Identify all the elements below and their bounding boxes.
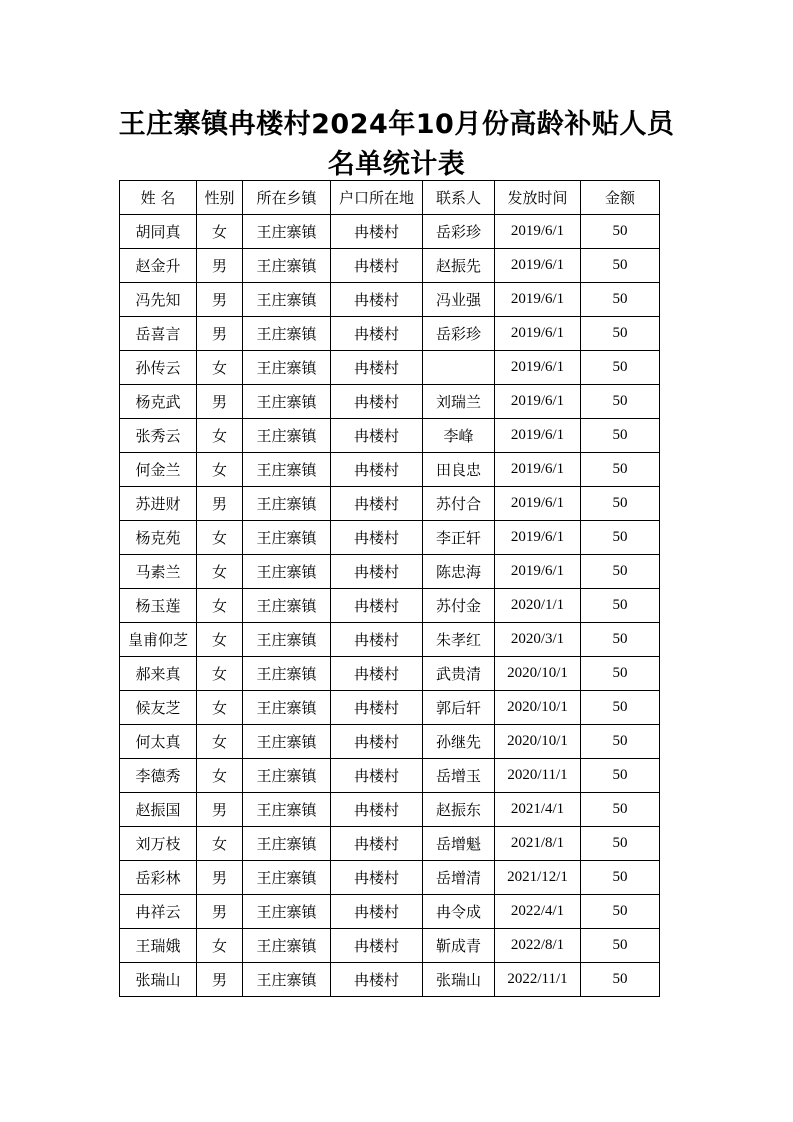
cell-issue-date: 2022/4/1 bbox=[495, 895, 581, 929]
document-subtitle: 名单统计表 bbox=[327, 149, 466, 180]
cell-amount: 50 bbox=[581, 521, 660, 555]
cell-contact: 孙继先 bbox=[423, 725, 495, 759]
cell-household: 冉楼村 bbox=[331, 317, 423, 351]
header-name: 姓 名 bbox=[120, 181, 197, 215]
cell-town: 王庄寨镇 bbox=[243, 963, 331, 997]
cell-name: 张瑞山 bbox=[120, 963, 197, 997]
table-row bbox=[120, 419, 660, 453]
cell-gender: 女 bbox=[197, 623, 243, 657]
cell-name: 岳喜言 bbox=[120, 317, 197, 351]
cell-contact: 岳增清 bbox=[423, 861, 495, 895]
cell-town: 王庄寨镇 bbox=[243, 589, 331, 623]
cell-contact: 岳增玉 bbox=[423, 759, 495, 793]
cell-issue-date: 2020/10/1 bbox=[495, 657, 581, 691]
cell-amount: 50 bbox=[581, 793, 660, 827]
cell-issue-date: 2019/6/1 bbox=[495, 249, 581, 283]
cell-issue-date: 2019/6/1 bbox=[495, 385, 581, 419]
cell-household: 冉楼村 bbox=[331, 555, 423, 589]
cell-household: 冉楼村 bbox=[331, 419, 423, 453]
cell-gender: 男 bbox=[197, 385, 243, 419]
cell-contact: 陈忠海 bbox=[423, 555, 495, 589]
cell-name: 李德秀 bbox=[120, 759, 197, 793]
header-household: 户口所在地 bbox=[331, 181, 423, 215]
cell-amount: 50 bbox=[581, 249, 660, 283]
cell-town: 王庄寨镇 bbox=[243, 487, 331, 521]
cell-household: 冉楼村 bbox=[331, 861, 423, 895]
table-row bbox=[120, 827, 660, 861]
cell-household: 冉楼村 bbox=[331, 793, 423, 827]
cell-name: 候友芝 bbox=[120, 691, 197, 725]
cell-town: 王庄寨镇 bbox=[243, 453, 331, 487]
cell-issue-date: 2019/6/1 bbox=[495, 317, 581, 351]
cell-name: 冉祥云 bbox=[120, 895, 197, 929]
table-row bbox=[120, 521, 660, 555]
cell-household: 冉楼村 bbox=[331, 589, 423, 623]
subsidy-roster-table bbox=[119, 180, 660, 997]
table-row bbox=[120, 929, 660, 963]
cell-gender: 男 bbox=[197, 861, 243, 895]
header-town: 所在乡镇 bbox=[243, 181, 331, 215]
cell-name: 张秀云 bbox=[120, 419, 197, 453]
cell-issue-date: 2019/6/1 bbox=[495, 215, 581, 249]
cell-contact: 郭后轩 bbox=[423, 691, 495, 725]
cell-gender: 女 bbox=[197, 215, 243, 249]
cell-name: 郝来真 bbox=[120, 657, 197, 691]
cell-gender: 女 bbox=[197, 657, 243, 691]
cell-issue-date: 2020/10/1 bbox=[495, 725, 581, 759]
cell-name: 岳彩林 bbox=[120, 861, 197, 895]
table-row bbox=[120, 555, 660, 589]
cell-town: 王庄寨镇 bbox=[243, 929, 331, 963]
table-row bbox=[120, 589, 660, 623]
cell-gender: 男 bbox=[197, 793, 243, 827]
cell-gender: 女 bbox=[197, 521, 243, 555]
cell-name: 胡同真 bbox=[120, 215, 197, 249]
cell-town: 王庄寨镇 bbox=[243, 351, 331, 385]
cell-town: 王庄寨镇 bbox=[243, 793, 331, 827]
cell-gender: 女 bbox=[197, 725, 243, 759]
cell-gender: 男 bbox=[197, 317, 243, 351]
cell-issue-date: 2019/6/1 bbox=[495, 283, 581, 317]
cell-gender: 女 bbox=[197, 351, 243, 385]
cell-gender: 女 bbox=[197, 419, 243, 453]
cell-issue-date: 2020/10/1 bbox=[495, 691, 581, 725]
table-row bbox=[120, 861, 660, 895]
cell-gender: 男 bbox=[197, 487, 243, 521]
table-row bbox=[120, 215, 660, 249]
cell-name: 赵金升 bbox=[120, 249, 197, 283]
cell-household: 冉楼村 bbox=[331, 657, 423, 691]
cell-contact: 张瑞山 bbox=[423, 963, 495, 997]
cell-gender: 女 bbox=[197, 759, 243, 793]
cell-issue-date: 2019/6/1 bbox=[495, 521, 581, 555]
cell-household: 冉楼村 bbox=[331, 623, 423, 657]
cell-household: 冉楼村 bbox=[331, 351, 423, 385]
cell-amount: 50 bbox=[581, 555, 660, 589]
table-header-row bbox=[120, 181, 660, 215]
cell-amount: 50 bbox=[581, 215, 660, 249]
cell-issue-date: 2022/8/1 bbox=[495, 929, 581, 963]
cell-name: 马素兰 bbox=[120, 555, 197, 589]
cell-household: 冉楼村 bbox=[331, 895, 423, 929]
cell-issue-date: 2019/6/1 bbox=[495, 555, 581, 589]
table-row bbox=[120, 385, 660, 419]
cell-amount: 50 bbox=[581, 351, 660, 385]
cell-name: 杨克武 bbox=[120, 385, 197, 419]
cell-contact: 冯业强 bbox=[423, 283, 495, 317]
cell-amount: 50 bbox=[581, 759, 660, 793]
cell-name: 王瑞娥 bbox=[120, 929, 197, 963]
table-row bbox=[120, 963, 660, 997]
table-row bbox=[120, 657, 660, 691]
header-gender: 性别 bbox=[197, 181, 243, 215]
cell-gender: 男 bbox=[197, 895, 243, 929]
cell-contact: 岳彩珍 bbox=[423, 317, 495, 351]
cell-amount: 50 bbox=[581, 283, 660, 317]
cell-amount: 50 bbox=[581, 487, 660, 521]
table-body bbox=[120, 215, 660, 997]
table-row bbox=[120, 691, 660, 725]
cell-town: 王庄寨镇 bbox=[243, 657, 331, 691]
header-contact: 联系人 bbox=[423, 181, 495, 215]
cell-amount: 50 bbox=[581, 453, 660, 487]
cell-issue-date: 2020/3/1 bbox=[495, 623, 581, 657]
cell-issue-date: 2019/6/1 bbox=[495, 453, 581, 487]
cell-name: 杨克苑 bbox=[120, 521, 197, 555]
cell-name: 苏进财 bbox=[120, 487, 197, 521]
cell-gender: 女 bbox=[197, 929, 243, 963]
cell-name: 孙传云 bbox=[120, 351, 197, 385]
cell-amount: 50 bbox=[581, 317, 660, 351]
table-row bbox=[120, 725, 660, 759]
table-row bbox=[120, 487, 660, 521]
cell-town: 王庄寨镇 bbox=[243, 827, 331, 861]
cell-amount: 50 bbox=[581, 929, 660, 963]
cell-contact bbox=[423, 351, 495, 385]
cell-gender: 女 bbox=[197, 827, 243, 861]
cell-contact: 朱孝红 bbox=[423, 623, 495, 657]
cell-issue-date: 2022/11/1 bbox=[495, 963, 581, 997]
cell-household: 冉楼村 bbox=[331, 759, 423, 793]
cell-town: 王庄寨镇 bbox=[243, 419, 331, 453]
table-row bbox=[120, 351, 660, 385]
cell-contact: 苏付合 bbox=[423, 487, 495, 521]
cell-town: 王庄寨镇 bbox=[243, 759, 331, 793]
cell-amount: 50 bbox=[581, 963, 660, 997]
header-amount: 金额 bbox=[581, 181, 660, 215]
cell-amount: 50 bbox=[581, 895, 660, 929]
cell-town: 王庄寨镇 bbox=[243, 623, 331, 657]
cell-name: 杨玉莲 bbox=[120, 589, 197, 623]
table-row bbox=[120, 317, 660, 351]
cell-amount: 50 bbox=[581, 725, 660, 759]
cell-household: 冉楼村 bbox=[331, 215, 423, 249]
cell-gender: 男 bbox=[197, 963, 243, 997]
cell-amount: 50 bbox=[581, 657, 660, 691]
cell-town: 王庄寨镇 bbox=[243, 215, 331, 249]
cell-amount: 50 bbox=[581, 419, 660, 453]
table-row bbox=[120, 759, 660, 793]
cell-contact: 岳增魁 bbox=[423, 827, 495, 861]
cell-issue-date: 2019/6/1 bbox=[495, 419, 581, 453]
header-issue-date: 发放时间 bbox=[495, 181, 581, 215]
cell-name: 皇甫仰芝 bbox=[120, 623, 197, 657]
cell-amount: 50 bbox=[581, 385, 660, 419]
cell-household: 冉楼村 bbox=[331, 963, 423, 997]
cell-gender: 女 bbox=[197, 589, 243, 623]
table-row bbox=[120, 793, 660, 827]
cell-contact: 刘瑞兰 bbox=[423, 385, 495, 419]
cell-town: 王庄寨镇 bbox=[243, 555, 331, 589]
cell-town: 王庄寨镇 bbox=[243, 725, 331, 759]
cell-contact: 冉令成 bbox=[423, 895, 495, 929]
cell-contact: 岳彩珍 bbox=[423, 215, 495, 249]
cell-amount: 50 bbox=[581, 623, 660, 657]
cell-household: 冉楼村 bbox=[331, 827, 423, 861]
cell-household: 冉楼村 bbox=[331, 691, 423, 725]
cell-household: 冉楼村 bbox=[331, 929, 423, 963]
cell-household: 冉楼村 bbox=[331, 249, 423, 283]
cell-contact: 靳成青 bbox=[423, 929, 495, 963]
cell-contact: 赵振东 bbox=[423, 793, 495, 827]
cell-town: 王庄寨镇 bbox=[243, 895, 331, 929]
cell-gender: 男 bbox=[197, 249, 243, 283]
cell-town: 王庄寨镇 bbox=[243, 249, 331, 283]
cell-household: 冉楼村 bbox=[331, 453, 423, 487]
cell-town: 王庄寨镇 bbox=[243, 521, 331, 555]
table-row bbox=[120, 453, 660, 487]
cell-household: 冉楼村 bbox=[331, 725, 423, 759]
cell-contact: 武贵清 bbox=[423, 657, 495, 691]
cell-town: 王庄寨镇 bbox=[243, 691, 331, 725]
cell-town: 王庄寨镇 bbox=[243, 861, 331, 895]
cell-town: 王庄寨镇 bbox=[243, 385, 331, 419]
cell-household: 冉楼村 bbox=[331, 283, 423, 317]
table-row bbox=[120, 249, 660, 283]
cell-contact: 田良忠 bbox=[423, 453, 495, 487]
cell-town: 王庄寨镇 bbox=[243, 317, 331, 351]
cell-household: 冉楼村 bbox=[331, 385, 423, 419]
cell-gender: 女 bbox=[197, 453, 243, 487]
cell-name: 冯先知 bbox=[120, 283, 197, 317]
cell-issue-date: 2021/4/1 bbox=[495, 793, 581, 827]
table-row bbox=[120, 895, 660, 929]
cell-gender: 女 bbox=[197, 555, 243, 589]
cell-amount: 50 bbox=[581, 861, 660, 895]
cell-issue-date: 2019/6/1 bbox=[495, 351, 581, 385]
cell-name: 赵振国 bbox=[120, 793, 197, 827]
cell-issue-date: 2021/8/1 bbox=[495, 827, 581, 861]
cell-name: 何金兰 bbox=[120, 453, 197, 487]
cell-issue-date: 2021/12/1 bbox=[495, 861, 581, 895]
cell-amount: 50 bbox=[581, 589, 660, 623]
table-row bbox=[120, 623, 660, 657]
cell-household: 冉楼村 bbox=[331, 487, 423, 521]
cell-amount: 50 bbox=[581, 827, 660, 861]
document-title: 王庄寨镇冉楼村2024年10月份高龄补贴人员 bbox=[118, 109, 675, 140]
cell-amount: 50 bbox=[581, 691, 660, 725]
cell-gender: 男 bbox=[197, 283, 243, 317]
cell-contact: 李正轩 bbox=[423, 521, 495, 555]
cell-issue-date: 2020/1/1 bbox=[495, 589, 581, 623]
cell-contact: 苏付金 bbox=[423, 589, 495, 623]
cell-name: 何太真 bbox=[120, 725, 197, 759]
cell-gender: 女 bbox=[197, 691, 243, 725]
table-row bbox=[120, 283, 660, 317]
cell-town: 王庄寨镇 bbox=[243, 283, 331, 317]
cell-issue-date: 2020/11/1 bbox=[495, 759, 581, 793]
cell-contact: 赵振先 bbox=[423, 249, 495, 283]
cell-issue-date: 2019/6/1 bbox=[495, 487, 581, 521]
cell-contact: 李峰 bbox=[423, 419, 495, 453]
cell-household: 冉楼村 bbox=[331, 521, 423, 555]
cell-name: 刘万枝 bbox=[120, 827, 197, 861]
